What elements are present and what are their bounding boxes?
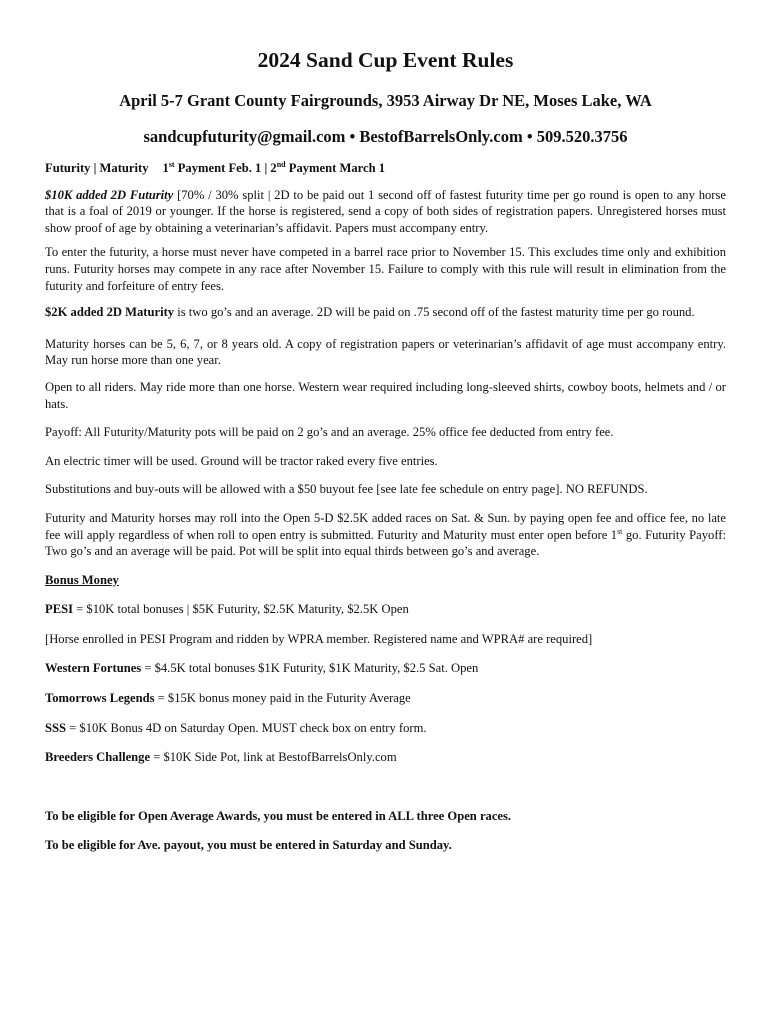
substitution-rules: Substitutions and buy-outs will be allowed with a $50 buyout fee [see late fee schedule on entry page]. NO REFUNDS. xyxy=(45,482,648,497)
bonus-sss: SSS = $10K Bonus 4D on Saturday Open. MUST check box on entry form. xyxy=(45,720,427,735)
bonus-western-fortunes: Western Fortunes = $4.5K total bonuses $1K Futurity, $1K Maturity, $2.5 Sat. Open xyxy=(45,661,479,676)
futurity-heading: $10K added 2D Futurity xyxy=(45,187,174,202)
maturity-rules: $2K added 2D Maturity is two go’s and an average. 2D will be paid on .75 second off of the fastest maturity time per go round. xyxy=(45,305,695,320)
open-riders-rules: Open to all riders. May ride more than one horse. Western wear required including long-sleeved shirts, cowboy boots, helmets and / or hats. xyxy=(45,379,726,411)
contact-line: sandcupfuturity@gmail.com • BestofBarrelsOnly.com • 509.520.3756 xyxy=(143,127,628,146)
bonus-money-heading: Bonus Money xyxy=(45,572,119,587)
rollover-rules: Futurity and Maturity horses may roll into the Open 5-D $2.5K added races on Sat. & Sun. by paying open fee and office fee, no late fee will apply regardless of when roll to open entry is submitted. Futurity and Maturity must enter open before 1st go. Futurity Payoff: Two go’s and an average will be paid. Pot will be split into equal thirds between go’s and average. xyxy=(45,510,726,559)
bonus-breeders-challenge: Breeders Challenge = $10K Side Pot, link at BestofBarrelsOnly.com xyxy=(45,750,397,765)
futurity-rules: $10K added 2D Futurity [70% / 30% split | 2D to be paid out 1 second off of fastest futurity time per go round is open to any horse that is a foal of 2019 or younger. If the horse is registered, send a copy of both sides of registration papers. Unregistered horses must show proof of age by obtaining a veterinarian’s affidavit. Papers must accompany entry. xyxy=(45,187,726,235)
timer-rules: An electric timer will be used. Ground will be tractor raked every five entries. xyxy=(45,453,438,468)
bonus-tomorrows-legends: Tomorrows Legends = $15K bonus money paid in the Futurity Average xyxy=(45,691,411,706)
event-location: April 5-7 Grant County Fairgrounds, 3953 Airway Dr NE, Moses Lake, WA xyxy=(119,91,652,110)
payoff-rules: Payoff: All Futurity/Maturity pots will be paid on 2 go’s and an average. 25% office fee deducted from entry fee. xyxy=(45,425,614,440)
bonus-pesi: PESI = $10K total bonuses | $5K Futurity, $2.5K Maturity, $2.5K Open xyxy=(45,602,409,617)
futurity-entry-rules: To enter the futurity, a horse must never have competed in a barrel race prior to November 15. This excludes time only and exhibition runs. Futurity horses may compete in any race after November 15. Failure to comply with this rule will result in elimination from the futurity and forfeiture of entry fees. xyxy=(45,245,726,293)
divisions-label: Futurity | Maturity xyxy=(45,161,149,175)
maturity-heading: $2K added 2D Maturity xyxy=(45,305,175,320)
payment-schedule: Futurity | Maturity 1st Payment Feb. 1 | 2nd Payment March 1 xyxy=(45,159,386,175)
open-average-eligibility: To be eligible for Open Average Awards, you must be entered in ALL three Open races. xyxy=(45,808,512,823)
maturity-age-rules: Maturity horses can be 5, 6, 7, or 8 years old. A copy of registration papers or veterinarian’s affidavit of age must accompany entry. May run horse more than one year. xyxy=(45,336,726,368)
page-title: 2024 Sand Cup Event Rules xyxy=(257,48,514,72)
bonus-pesi-note: [Horse enrolled in PESI Program and ridden by WPRA member. Registered name and WPRA# are required] xyxy=(45,631,593,646)
average-payout-eligibility: To be eligible for Ave. payout, you must be entered in Saturday and Sunday. xyxy=(45,838,452,853)
